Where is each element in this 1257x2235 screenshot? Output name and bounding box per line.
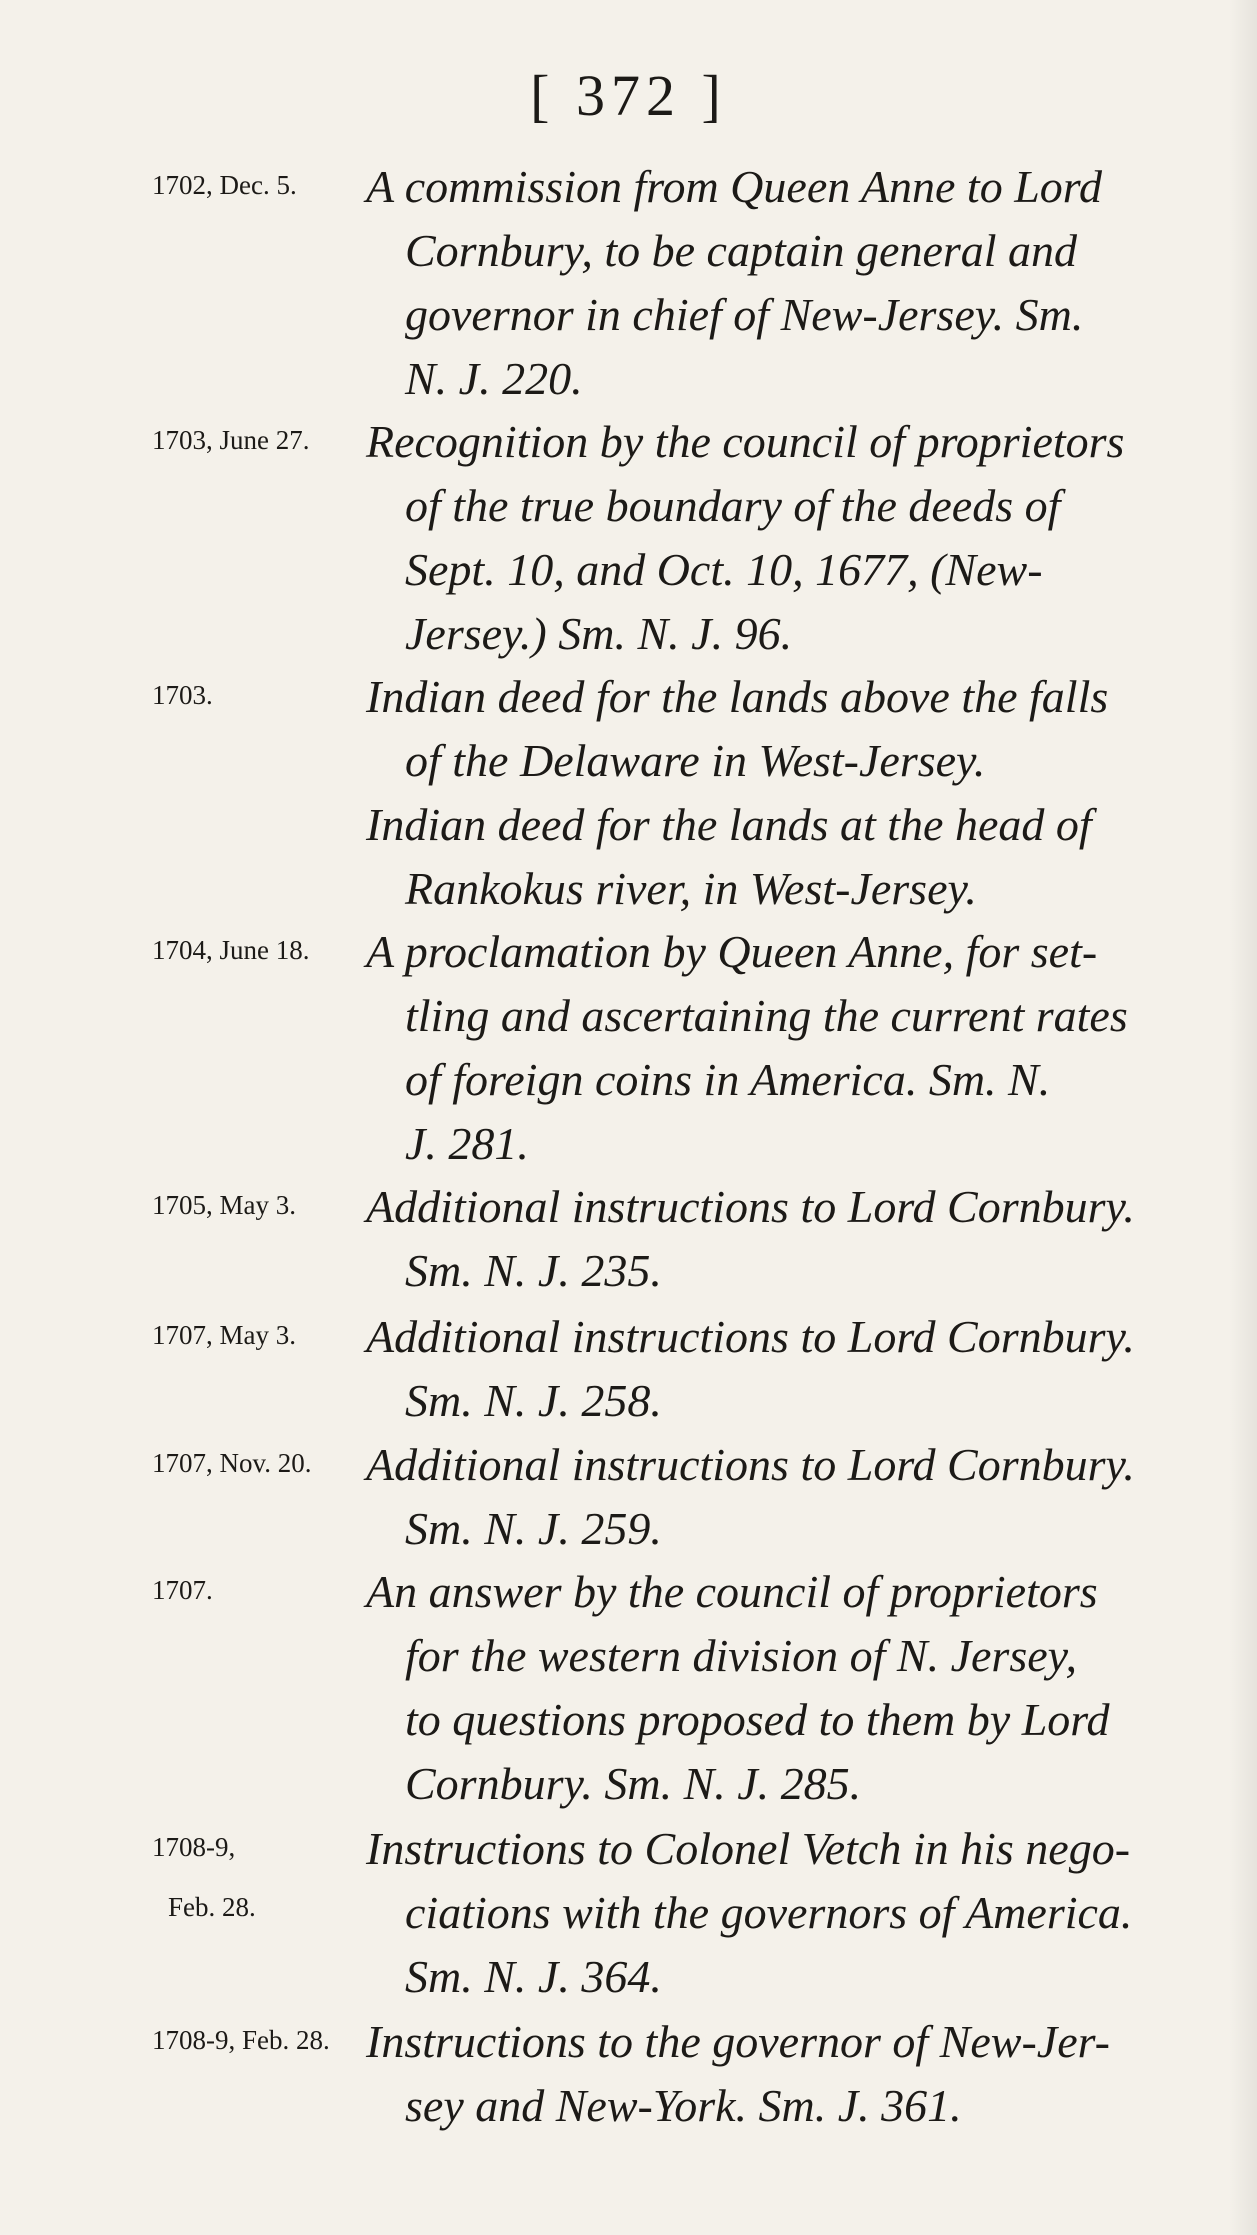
entry-text-line: Instructions to Colonel Vetch in his nego- bbox=[366, 1823, 1131, 1874]
entry-date: 1708-9, bbox=[152, 1832, 236, 1862]
entry-text-line: Additional instructions to Lord Cornbury. bbox=[366, 1311, 1135, 1362]
page-number: [ 372 ] bbox=[530, 63, 727, 128]
entry-text-line: Sm. N. J. 258. bbox=[405, 1375, 662, 1426]
page-edge-shadow bbox=[1229, 0, 1257, 2235]
entry-date: 1704, June 18. bbox=[152, 935, 310, 965]
entry-text-line: of the Delaware in West-Jersey. bbox=[405, 735, 986, 786]
entry-text-line: Recognition by the council of proprietors bbox=[366, 416, 1125, 467]
entry-text-line: Cornbury, to be captain general and bbox=[405, 225, 1078, 276]
entry-text-line: Indian deed for the lands at the head of bbox=[366, 799, 1092, 850]
entry-text-line: Indian deed for the lands above the falls bbox=[366, 671, 1109, 722]
entry-text-line: Sept. 10, and Oct. 10, 1677, (New- bbox=[405, 544, 1043, 595]
entry-text-line: sey and New-York. Sm. J. 361. bbox=[405, 2080, 962, 2131]
entry-text-line: J. 281. bbox=[405, 1118, 529, 1169]
entry-text-line: N. J. 220. bbox=[405, 353, 583, 404]
entry-date: 1707. bbox=[152, 1575, 213, 1605]
entry-text-line: for the western division of N. Jersey, bbox=[405, 1630, 1078, 1681]
entry-text-line: Sm. N. J. 364. bbox=[405, 1951, 662, 2002]
entry-text-line: Additional instructions to Lord Cornbury. bbox=[366, 1181, 1135, 1232]
entry-date-continued: Feb. 28. bbox=[168, 1892, 256, 1922]
entry-date: 1702, Dec. 5. bbox=[152, 170, 297, 200]
entry-text-line: A proclamation by Queen Anne, for set- bbox=[366, 926, 1098, 977]
entry-text-line: ciations with the governors of America. bbox=[405, 1887, 1133, 1938]
entry-date: 1707, Nov. 20. bbox=[152, 1448, 312, 1478]
entry-text-line: An answer by the council of proprietors bbox=[366, 1566, 1098, 1617]
entry-text-line: governor in chief of New-Jersey. Sm. bbox=[405, 289, 1084, 340]
entry-date: 1707, May 3. bbox=[152, 1320, 296, 1350]
entry-date: 1708-9, Feb. 28. bbox=[152, 2025, 330, 2055]
entry-text-line: to questions proposed to them by Lord bbox=[405, 1694, 1110, 1745]
entry-text-line: Additional instructions to Lord Cornbury. bbox=[366, 1439, 1135, 1490]
entry-text-line: tling and ascertaining the current rates bbox=[405, 990, 1128, 1041]
entry-text-line: Jersey.) Sm. N. J. 96. bbox=[405, 608, 793, 659]
entry-text-line: of the true boundary of the deeds of bbox=[405, 480, 1061, 531]
entry-text-line: of foreign coins in America. Sm. N. bbox=[405, 1054, 1051, 1105]
entry-text-line: Instructions to the governor of New-Jer- bbox=[366, 2016, 1110, 2067]
entry-text-line: Rankokus river, in West-Jersey. bbox=[405, 863, 977, 914]
entry-text-line: A commission from Queen Anne to Lord bbox=[366, 161, 1102, 212]
entry-text-line: Sm. N. J. 235. bbox=[405, 1245, 662, 1296]
entry-date: 1705, May 3. bbox=[152, 1190, 296, 1220]
entry-date: 1703. bbox=[152, 680, 213, 710]
entry-text-line: Sm. N. J. 259. bbox=[405, 1503, 662, 1554]
entry-text-line: Cornbury. Sm. N. J. 285. bbox=[405, 1758, 862, 1809]
entry-date: 1703, June 27. bbox=[152, 425, 310, 455]
